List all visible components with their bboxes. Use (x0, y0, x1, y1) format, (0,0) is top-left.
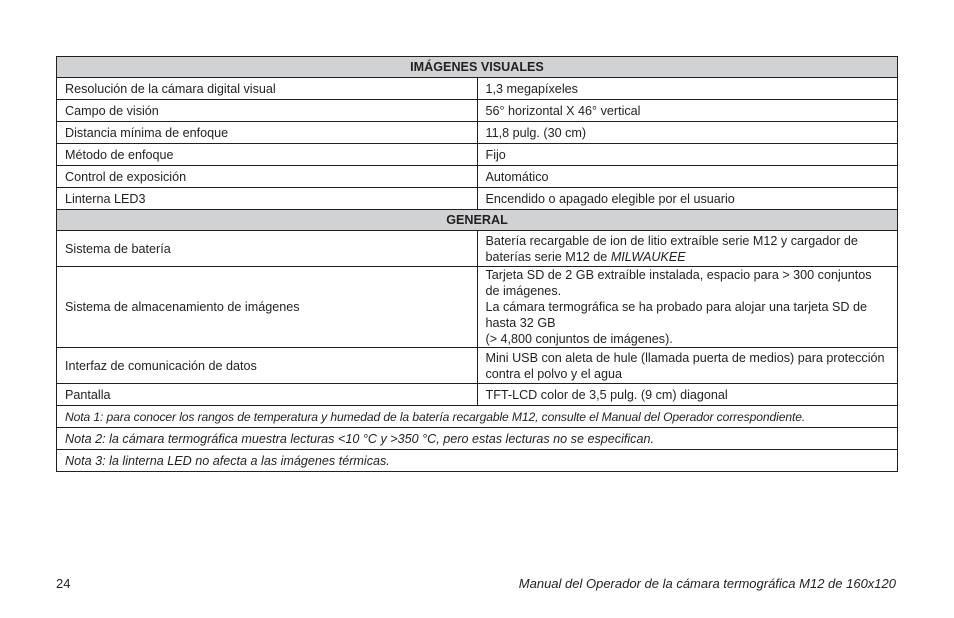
section-header-general: GENERAL (57, 210, 898, 231)
section-header-row (57, 210, 898, 231)
page-number: 24 (56, 576, 71, 591)
section-header-row (57, 57, 898, 78)
table-row (57, 267, 898, 348)
spec-value: 1,3 megapíxeles (477, 78, 898, 100)
table-row (57, 100, 898, 122)
battery-text: Batería recargable de ion de litio extraíble serie M12 y cargador de baterías serie M12 de (485, 233, 858, 264)
spec-value: 56° horizontal X 46° vertical (477, 100, 898, 122)
note-1: Nota 1: para conocer los rangos de temperatura y humedad de la batería recargable M12, consulte el Manual del Operador correspondiente. (57, 406, 898, 428)
spec-value: 11,8 pulg. (30 cm) (477, 122, 898, 144)
spec-label: Resolución de la cámara digital visual (57, 78, 478, 100)
spec-label: Control de exposición (57, 166, 478, 188)
spec-label-battery: Sistema de batería (57, 231, 478, 267)
spec-label-storage: Sistema de almacenamiento de imágenes (57, 267, 478, 348)
storage-line: La cámara termográfica se ha probado para alojar una tarjeta SD de hasta 32 GB (485, 300, 868, 330)
table-row (57, 144, 898, 166)
spec-value-data-interface: Mini USB con aleta de hule (llamada puerta de medios) para protección contra el polvo y el agua (477, 348, 898, 384)
spec-label-data-interface: Interfaz de comunicación de datos (57, 348, 478, 384)
specifications-table (56, 56, 898, 472)
table-row (57, 166, 898, 188)
spec-label-display: Pantalla (57, 384, 478, 406)
spec-value: Automático (477, 166, 898, 188)
spec-label: Método de enfoque (57, 144, 478, 166)
table-row (57, 122, 898, 144)
table-row (57, 231, 898, 267)
spec-label: Distancia mínima de enfoque (57, 122, 478, 144)
footer-manual-title: Manual del Operador de la cámara termográfica M12 de 160x120 (518, 576, 896, 591)
spec-value: Encendido o apagado elegible por el usuario (477, 188, 898, 210)
spec-value: Fijo (477, 144, 898, 166)
spec-label: Campo de visión (57, 100, 478, 122)
spec-value-display: TFT-LCD color de 3,5 pulg. (9 cm) diagonal (477, 384, 898, 406)
brand-name: MILWAUKEE (610, 249, 686, 264)
note-row (57, 428, 898, 450)
storage-line: Tarjeta SD de 2 GB extraíble instalada, espacio para > 300 conjuntos de imágenes. (485, 268, 872, 298)
note-3: Nota 3: la linterna LED no afecta a las imágenes térmicas. (57, 450, 898, 472)
table-row (57, 348, 898, 384)
spec-value-storage (477, 267, 898, 348)
section-header-visual-images: IMÁGENES VISUALES (57, 57, 898, 78)
table-row (57, 188, 898, 210)
spec-value-battery (477, 231, 898, 267)
spec-label: Linterna LED3 (57, 188, 478, 210)
note-row (57, 450, 898, 472)
storage-line: (> 4,800 conjuntos de imágenes). (485, 332, 673, 346)
table-row (57, 78, 898, 100)
note-row (57, 406, 898, 428)
table-row (57, 384, 898, 406)
note-2: Nota 2: la cámara termográfica muestra lecturas <10 °C y >350 °C, pero estas lecturas no se especifican. (57, 428, 898, 450)
